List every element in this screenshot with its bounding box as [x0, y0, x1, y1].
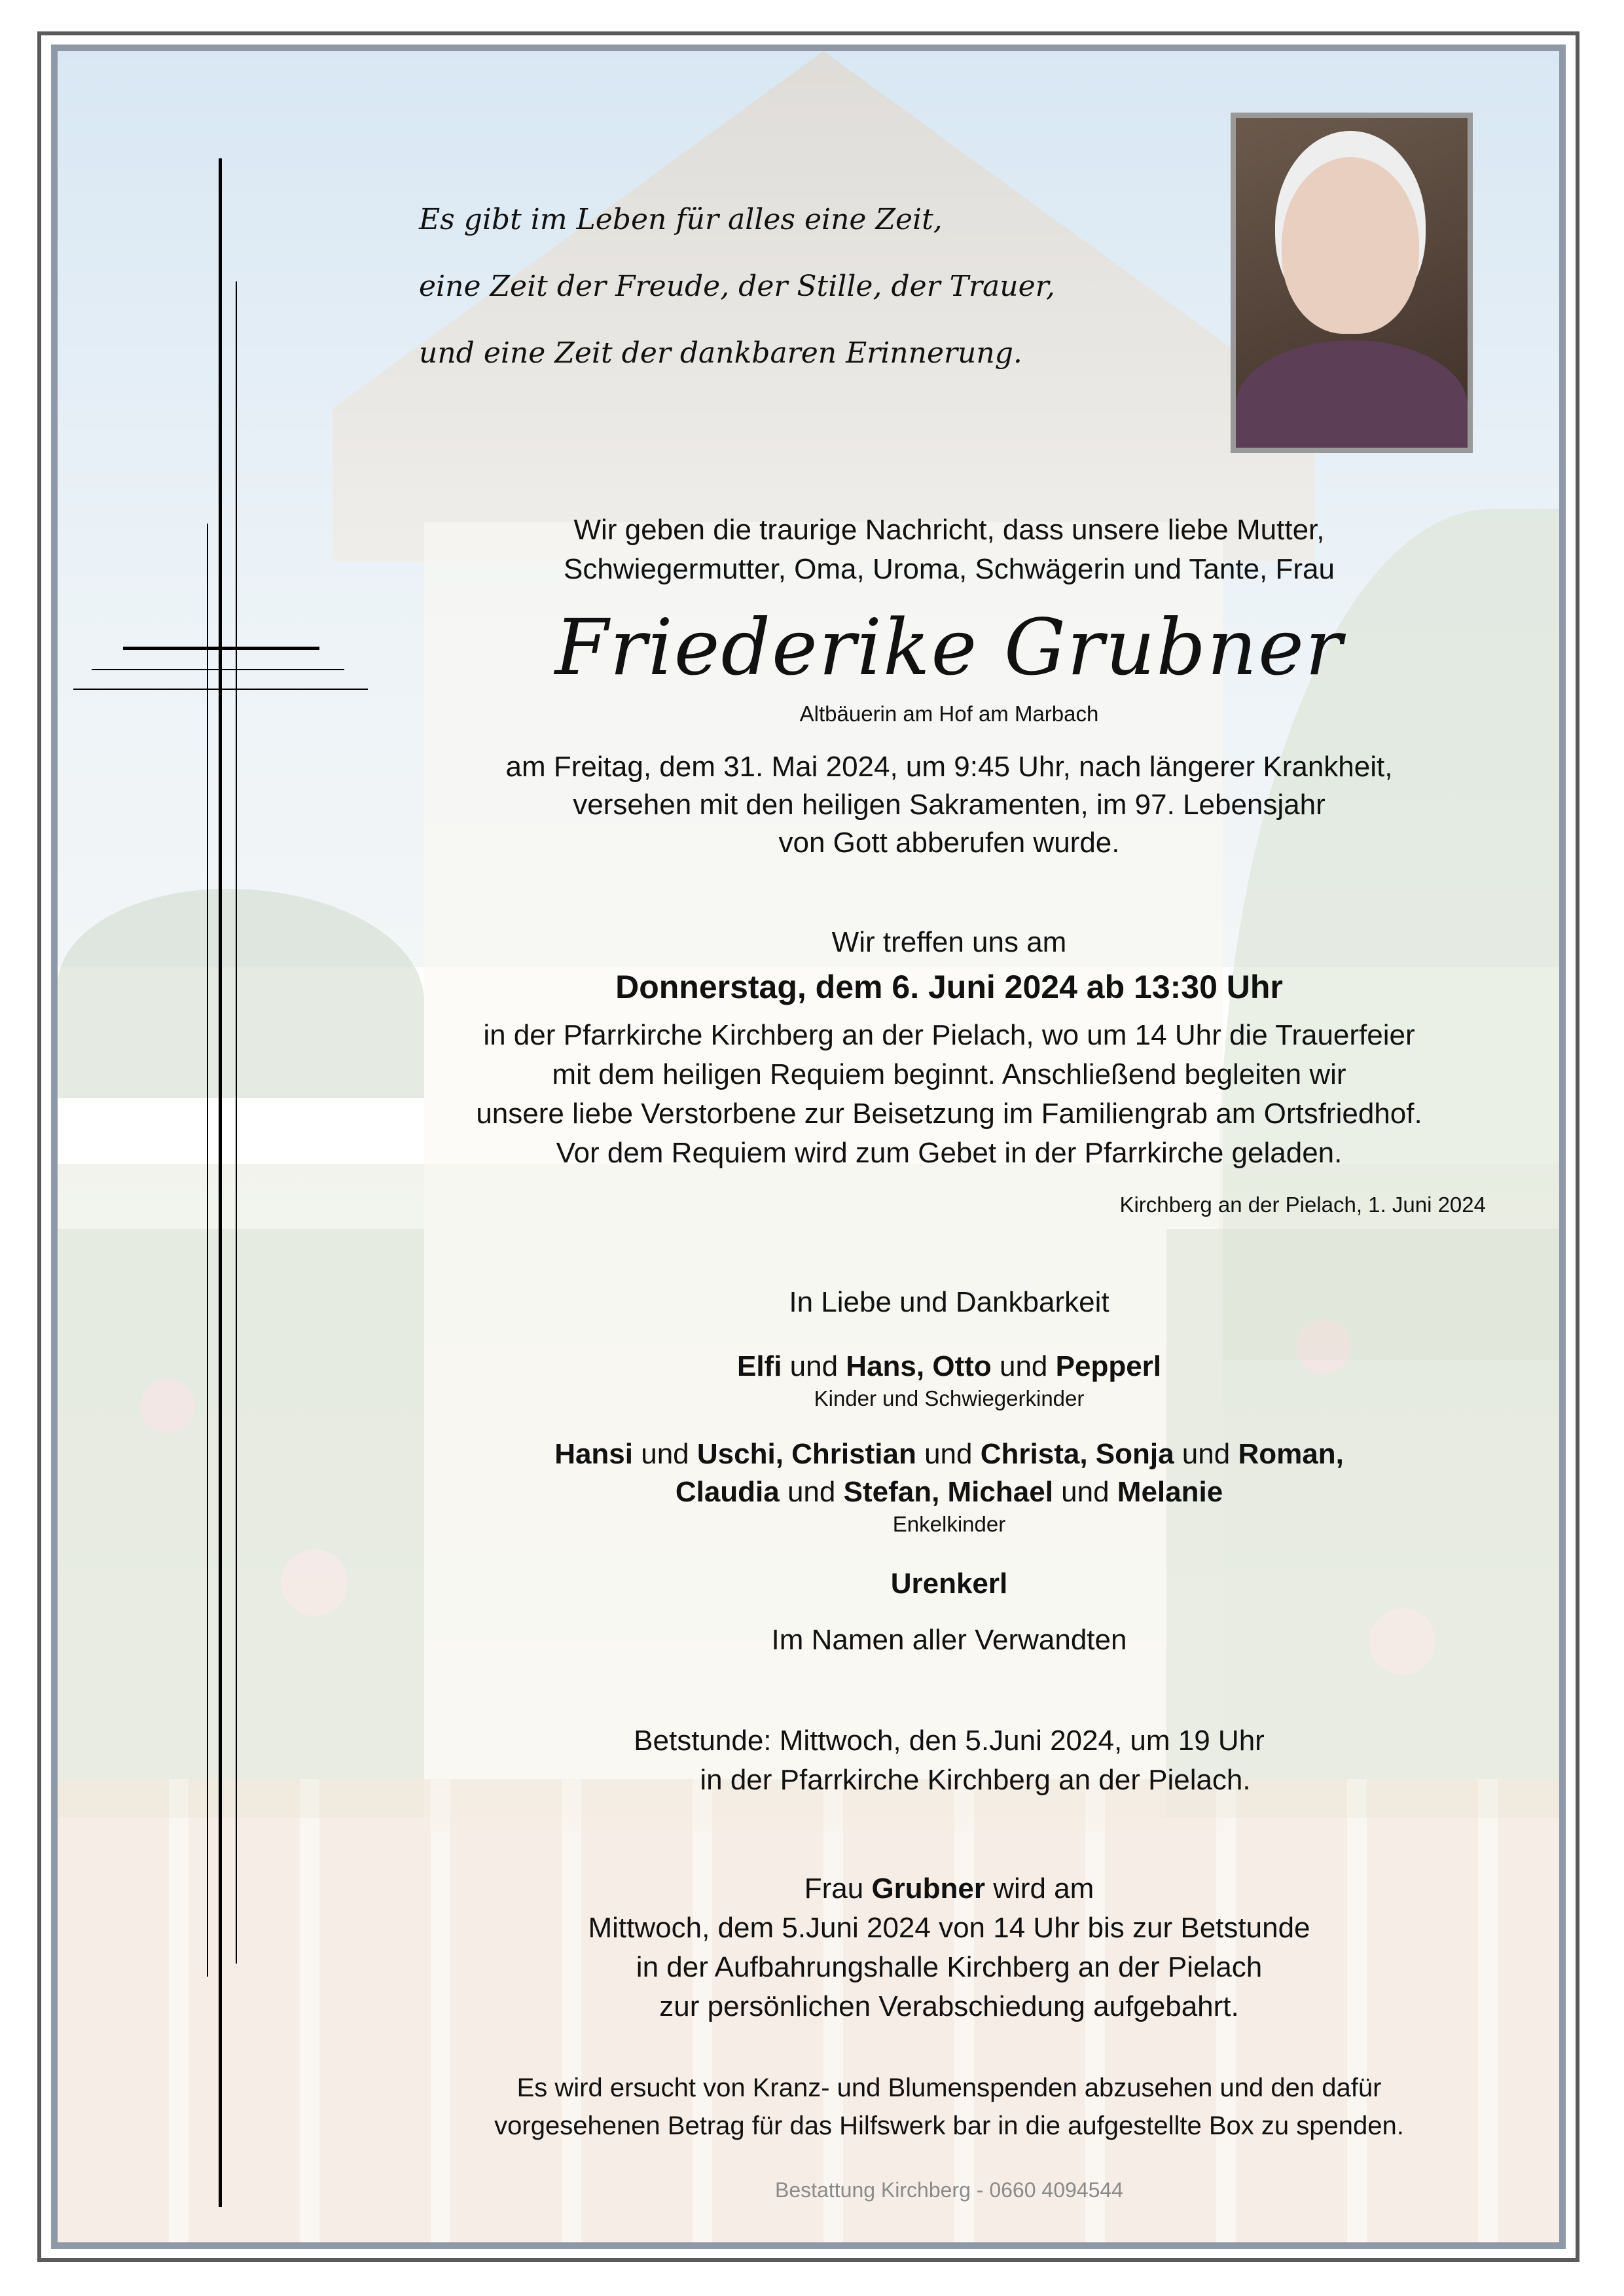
prayer-line-2: in der Pfarrkirche Kirchberg an der Pielach.: [700, 1764, 1251, 1796]
mourners-intro: In Liebe und Dankbarkeit: [789, 1286, 1110, 1318]
quote-line-1: Es gibt im Leben für alles eine Zeit,: [419, 203, 943, 236]
viewing-line-2: Mittwoch, dem 5.Juni 2024 von 14 Uhr bis zur Betstunde: [588, 1912, 1310, 1944]
meeting-line-2: mit dem heiligen Requiem beginnt. Anschließend begleiten wir: [552, 1058, 1346, 1090]
death-line-1: am Freitag, dem 31. Mai 2024, um 9:45 Uhr, nach längerer Krankheit,: [505, 751, 1393, 783]
children-label: Kinder und Schwiegerkinder: [814, 1386, 1085, 1410]
quote-line-3: und eine Zeit der dankbaren Erinnerung.: [419, 336, 1022, 370]
place-date: Kirchberg an der Pielach, 1. Juni 2024: [1119, 1193, 1486, 1217]
meeting-line-1: in der Pfarrkirche Kirchberg an der Pielach, wo um 14 Uhr die Trauerfeier: [483, 1019, 1415, 1051]
great-grandchildren: Urenkerl: [890, 1568, 1008, 1600]
relatives: Im Namen aller Verwandten: [771, 1624, 1127, 1656]
donation-line-1: Es wird ersucht von Kranz- und Blumenspenden abzusehen und den dafür: [516, 2073, 1382, 2102]
donation-line-2: vorgesehenen Betrag für das Hilfswerk bar in die aufgestellte Box zu spenden.: [494, 2111, 1404, 2140]
meeting-date: Donnerstag, dem 6. Juni 2024 ab 13:30 Uhr: [615, 969, 1283, 1005]
meeting-intro: Wir treffen uns am: [831, 926, 1067, 958]
main-column: [373, 0, 1525, 2296]
children-names: Elfi und Hans, Otto und Pepperl: [736, 1350, 1162, 1382]
viewing-line-4: zur persönlichen Verabschiedung aufgebahrt.: [659, 1990, 1239, 2022]
intro-line-2: Schwiegermutter, Oma, Uroma, Schwägerin und Tante, Frau: [564, 553, 1335, 585]
death-line-3: von Gott abberufen wurde.: [778, 827, 1120, 859]
grandchildren-label: Enkelkinder: [892, 1512, 1006, 1536]
deceased-subtitle: Altbäuerin am Hof am Marbach: [799, 702, 1099, 726]
death-line-2: versehen mit den heiligen Sakramenten, im 97. Lebensjahr: [573, 789, 1326, 821]
grandchildren-line-2: Claudia und Stefan, Michael und Melanie: [675, 1476, 1223, 1508]
footer-undertaker: Bestattung Kirchberg - 0660 4094544: [775, 2178, 1123, 2202]
quote-line-2: eine Zeit der Freude, der Stille, der Trauer,: [419, 270, 1055, 303]
intro-line-1: Wir geben die traurige Nachricht, dass unsere liebe Mutter,: [573, 514, 1325, 546]
meeting-line-4: Vor dem Requiem wird zum Gebet in der Pfarrkirche geladen.: [556, 1137, 1343, 1169]
viewing-line-1: Frau Grubner wird am: [804, 1873, 1094, 1905]
prayer-line-1: Betstunde: Mittwoch, den 5.Juni 2024, um 19 Uhr: [634, 1725, 1265, 1757]
meeting-line-3: unsere liebe Verstorbene zur Beisetzung im Familiengrab am Ortsfriedhof.: [476, 1098, 1422, 1130]
viewing-line-3: in der Aufbahrungshalle Kirchberg an der Pielach: [636, 1951, 1263, 1983]
grandchildren-line-1: Hansi und Uschi, Christian und Christa, Sonja und Roman,: [554, 1438, 1344, 1470]
deceased-name: Friederike Grubner: [554, 602, 1344, 692]
